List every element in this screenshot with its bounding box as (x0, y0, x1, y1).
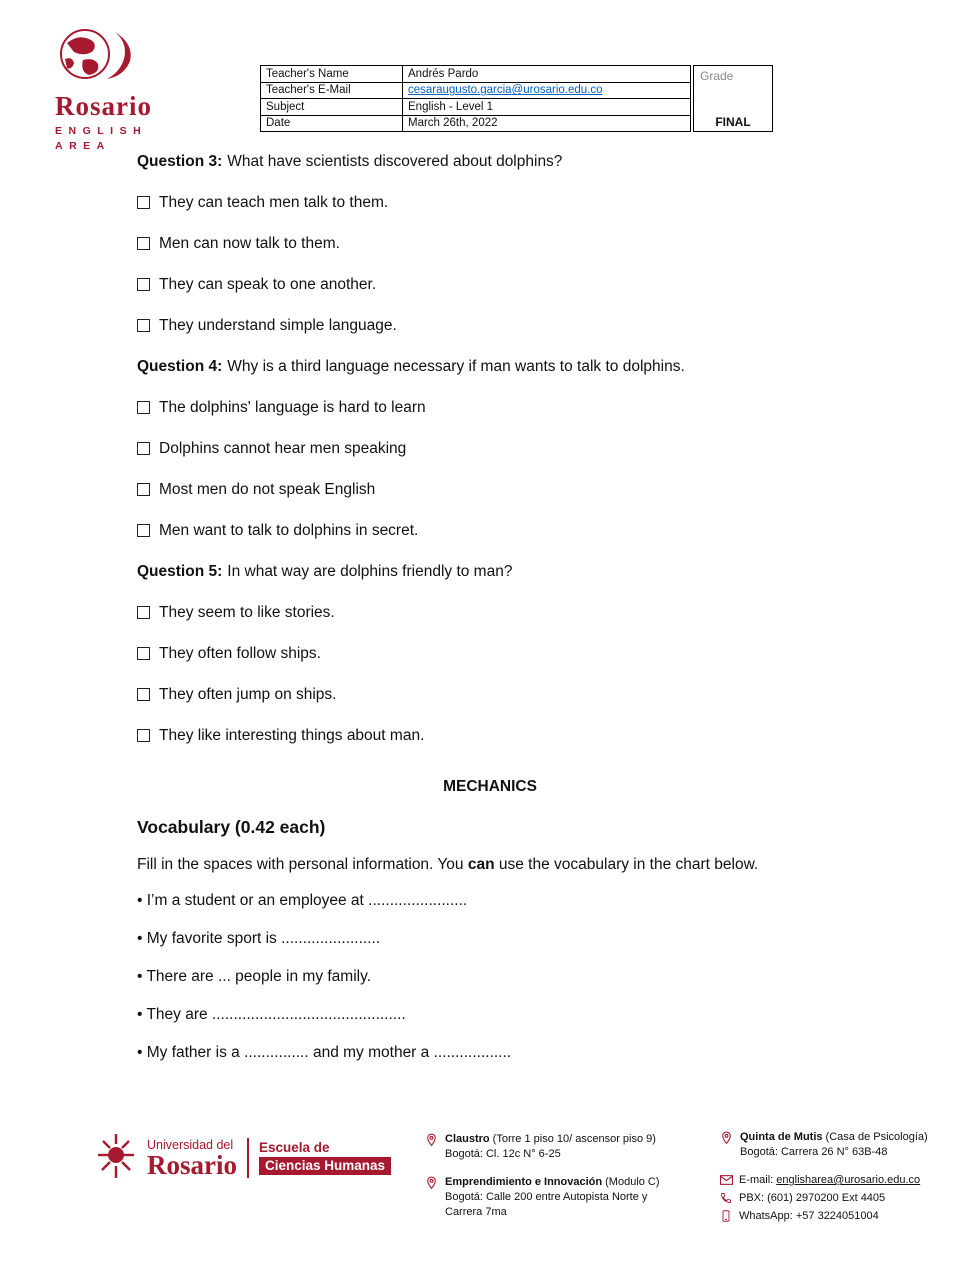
checkbox-icon[interactable] (137, 237, 150, 250)
checkbox-icon[interactable] (137, 729, 150, 742)
university-crest-icon (93, 1130, 139, 1185)
page-footer (0, 1120, 979, 1240)
pbx-text: PBX: (601) 2970200 Ext 4405 (739, 1192, 886, 1204)
fill-in-line-2: • My favorite sport is ....................... (137, 930, 381, 947)
question-5-option-2 (137, 643, 809, 665)
brand-subtitle-english: ENGLISH (55, 125, 148, 137)
option-label: They often jump on ships. (159, 686, 337, 703)
subject-label: Subject (261, 99, 403, 116)
question-4-text: Why is a third language necessary if man wants to talk to dolphins. (227, 358, 685, 375)
option-label: Dolphins cannot hear men speaking (159, 440, 407, 457)
fill-in-line-5: • My father is a ............... and my mother a .................. (137, 1044, 512, 1061)
teacher-info-table (260, 65, 773, 132)
option-label: They understand simple language. (159, 317, 397, 334)
map-pin-icon (425, 1132, 438, 1162)
brand-subtitle-area: AREA (55, 140, 111, 152)
question-4-label: Question 4: (137, 358, 223, 375)
university-name-small: Universidad del (147, 1137, 234, 1152)
location-detail: (Modulo C) (602, 1176, 660, 1188)
question-5-text: In what way are dolphins friendly to man? (227, 563, 513, 580)
option-label: Most men do not speak English (159, 481, 376, 498)
question-4 (137, 356, 809, 378)
question-4-option-4 (137, 520, 809, 542)
table-row (261, 66, 691, 83)
instructions-bold-can: can (467, 856, 495, 873)
question-4-option-3 (137, 479, 809, 501)
email-label: E-mail: (739, 1174, 777, 1186)
checkbox-icon[interactable] (137, 524, 150, 537)
option-label: They seem to like stories. (159, 604, 335, 621)
location-address: Bogotá: Carrera 26 N° 63B-48 (740, 1146, 888, 1158)
grade-label: Grade (700, 69, 734, 83)
question-3-text: What have scientists discovered about dolphins? (227, 153, 563, 170)
checkbox-icon[interactable] (137, 278, 150, 291)
footer-pbx (720, 1191, 950, 1205)
option-label: Men can now talk to them. (159, 235, 340, 252)
globe-icon (55, 71, 141, 88)
location-quinta-de-mutis (720, 1130, 950, 1160)
teacher-email-link[interactable]: cesaraugusto.garcia@urosario.edu.co (408, 84, 603, 97)
checkbox-icon[interactable] (137, 401, 150, 414)
question-3-label: Question 3: (137, 153, 223, 170)
logo-divider (247, 1138, 249, 1178)
instructions-post: use the vocabulary in the chart below. (494, 856, 759, 873)
table-row (261, 99, 691, 116)
grade-box (693, 65, 773, 132)
vocabulary-heading: Vocabulary (0.42 each) (137, 817, 326, 837)
question-3-option-1 (137, 192, 809, 214)
checkbox-icon[interactable] (137, 196, 150, 209)
envelope-icon (720, 1175, 733, 1185)
fill-in-line-4: • They are ............................................. (137, 1006, 406, 1023)
location-address: Bogotá: Cl. 12c N° 6-25 (445, 1148, 561, 1160)
mechanics-heading: MECHANICS (443, 778, 537, 795)
question-3-option-3 (137, 274, 809, 296)
fill-in-line-1: • I’m a student or an employee at ....................... (137, 892, 468, 909)
checkbox-icon[interactable] (137, 606, 150, 619)
teacher-name-label: Teacher's Name (261, 66, 403, 83)
vocabulary-instructions (137, 853, 785, 876)
question-5 (137, 561, 809, 583)
option-label: They can teach men talk to them. (159, 194, 389, 211)
location-detail: (Torre 1 piso 10/ ascensor piso 9) (489, 1133, 656, 1145)
option-label: They often follow ships. (159, 645, 321, 662)
checkbox-icon[interactable] (137, 483, 150, 496)
phone-icon (720, 1192, 733, 1204)
question-3 (137, 151, 809, 173)
option-label: They can speak to one another. (159, 276, 377, 293)
question-3-option-4 (137, 315, 809, 337)
question-5-option-4 (137, 725, 809, 747)
question-4-option-1 (137, 397, 809, 419)
university-name-big: Rosario (147, 1149, 237, 1180)
universidad-rosario-logo (93, 1130, 391, 1185)
checkbox-icon[interactable] (137, 688, 150, 701)
location-address: Bogotá: Calle 200 entre Autopista Norte y Carrera 7ma (445, 1191, 648, 1218)
location-name: Claustro (445, 1133, 490, 1145)
location-name: Emprendimiento e Innovación (445, 1176, 603, 1188)
option-label: The dolphins' language is hard to learn (159, 399, 426, 416)
question-5-option-1 (137, 602, 809, 624)
school-name-line2: Ciencias Humanas (259, 1157, 391, 1175)
school-name-line1: Escuela de (259, 1140, 330, 1155)
date-value: March 26th, 2022 (403, 115, 691, 132)
option-label: They like interesting things about man. (159, 727, 425, 744)
question-4-option-2 (137, 438, 809, 460)
teacher-email-label: Teacher's E-Mail (261, 82, 403, 99)
map-pin-icon (425, 1175, 438, 1220)
option-label: Men want to talk to dolphins in secret. (159, 522, 419, 539)
location-claustro (425, 1132, 683, 1162)
question-3-option-2 (137, 233, 809, 255)
grade-final-value: FINAL (715, 115, 751, 129)
brand-wordmark: Rosario (55, 91, 152, 121)
teacher-name-value: Andrés Pardo (403, 66, 691, 83)
question-5-label: Question 5: (137, 563, 223, 580)
map-pin-icon (720, 1130, 733, 1160)
footer-locations-right (720, 1130, 950, 1227)
instructions-pre: Fill in the spaces with personal information. You (137, 856, 468, 873)
location-emprendimiento (425, 1175, 683, 1220)
whatsapp-icon (720, 1210, 733, 1222)
footer-email (720, 1173, 950, 1187)
question-5-option-3 (137, 684, 809, 706)
footer-email-link[interactable]: englisharea@urosario.edu.co (776, 1174, 921, 1186)
date-label: Date (261, 115, 403, 132)
checkbox-icon[interactable] (137, 319, 150, 332)
footer-whatsapp (720, 1209, 950, 1223)
exam-body (137, 134, 809, 1080)
whatsapp-text: WhatsApp: +57 3224051004 (739, 1210, 879, 1222)
location-detail: (Casa de Psicología) (822, 1131, 928, 1143)
subject-value: English - Level 1 (403, 99, 691, 116)
footer-locations-left (425, 1132, 683, 1233)
checkbox-icon[interactable] (137, 647, 150, 660)
fill-in-line-3: • There are ... people in my family. (137, 968, 372, 985)
checkbox-icon[interactable] (137, 442, 150, 455)
table-row (261, 82, 691, 99)
table-row (261, 115, 691, 132)
location-name: Quinta de Mutis (740, 1131, 823, 1143)
